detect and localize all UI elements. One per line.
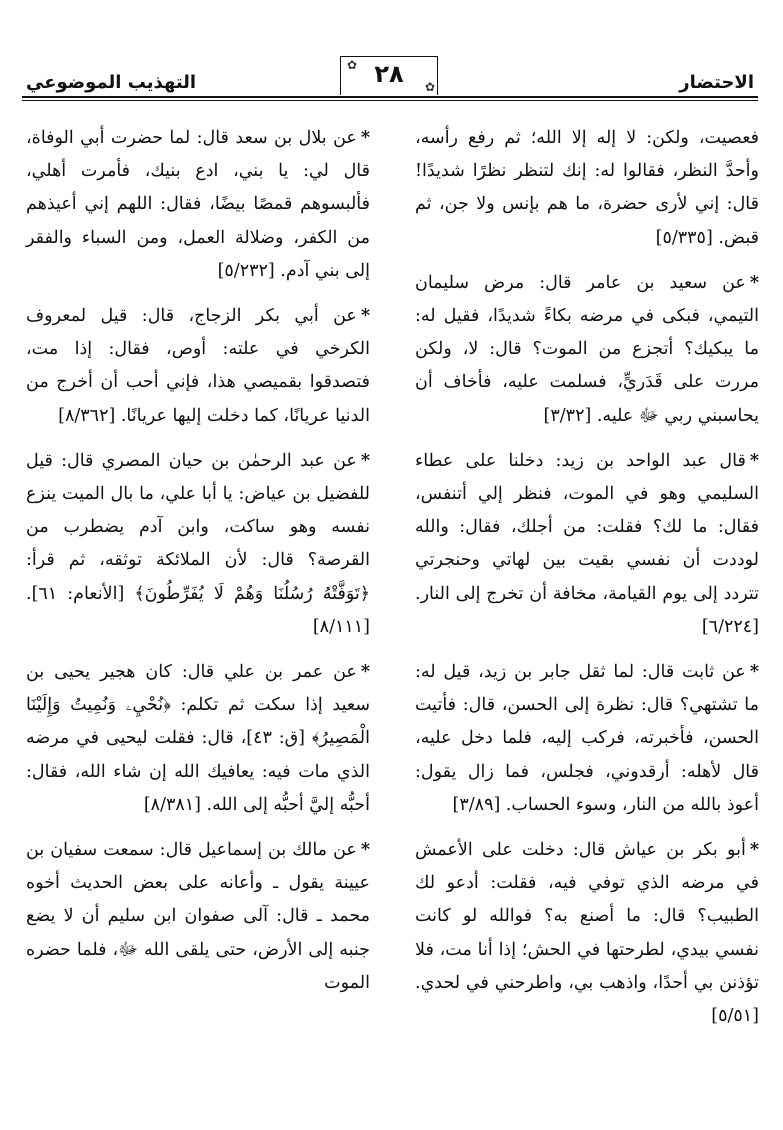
header-rule-thin: [22, 100, 758, 101]
narration-entry: [26, 445, 370, 644]
flourish-ornament-icon: ✿: [346, 58, 357, 72]
page-header: [22, 60, 758, 100]
narration-text: عن سعيد بن عامر قال: مرض سليمان التيمي، فبكى في مرضه بكاءً شديدًا، فقيل له: ما يبكيك؟ أتجزع من الموت؟ قال: لا، ولكن مررت على قَدَريٍّ، فسلمت عليه، فأخاف أن يحاسبني ربي ﷻ عليه. [٣/٣٢]: [415, 272, 759, 426]
asterisk-bullet-icon: *: [749, 272, 759, 293]
narration-text: عن عبد الرحمٰن بن حيان المصري قال: قيل للفضيل بن عياض: يا أبا علي، ما بال الميت ينزع نفسه وهو ساكت، وابن آدم يضطرب من القرصة؟ قال: لأن الملائكة توثقه، ثم قرأ: ﴿تَوَفَّتْهُ رُسُلُنَا وَهُمْ لَا يُفَرِّطُونَ﴾ [الأنعام: ٦١]. [٨/١١١]: [26, 450, 370, 637]
narration-entry: [415, 834, 759, 1033]
narration-entry: [415, 122, 759, 255]
right-column: [415, 122, 759, 1045]
narration-entry: [26, 834, 370, 1000]
narration-entry: [26, 656, 370, 822]
page-number-frame: [340, 56, 438, 95]
narration-text: عن أبي بكر الزجاج، قال: قيل لمعروف الكرخي في علته: أوص، فقال: إذا مت، فتصدقوا بقميصي هذا، فإني أحب أن أخرج من الدنيا عريانًا، كما دخلت إليها عريانًا. [٨/٣٦٢]: [26, 306, 370, 426]
narration-text: عن بلال بن سعد قال: لما حضرت أبي الوفاة، قال لي: يا بني، ادع بنيك، فأمرت أهلي، فألبسوهم قمصًا بيضًا، فقال: اللهم إني أعيذهم من الكفر، وضلالة العمل، ومن السباء والفقر إلى بني آدم. [٥/٢٣٢]: [26, 128, 370, 281]
asterisk-bullet-icon: *: [360, 662, 370, 683]
narration-entry: [415, 656, 759, 822]
narration-text: عن ثابت قال: لما ثقل جابر بن زيد، قيل له: ما تشتهي؟ قال: نظرة إلى الحسن، قال: فأتيت الحسن، فأخبرته، فركب إليه، فلما دخل عليه، قال لأهله: أرقدوني، فجلس، فما زال يقول: أعوذ بالله من النار، وسوء الحساب. [٣/٨٩]: [415, 662, 759, 815]
running-title-chapter: الاحتضار: [679, 72, 754, 93]
narration-entry: [26, 300, 370, 433]
header-rule: [22, 96, 758, 98]
narration-entry: [26, 122, 370, 288]
narration-text: قال عبد الواحد بن زيد: دخلنا على عطاء السليمي وهو في الموت، فنظر إلي أتنفس، فقال: ما لك؟ فقلت: من أجلك، فقال: والله لوددت أن نفسي بقيت بين لهاتي وحنجرتي تتردد إلى يوم القيامة، مخافة أن تخرج إلى النار. [٦/٢٢٤]: [415, 450, 759, 637]
asterisk-bullet-icon: *: [749, 450, 759, 471]
running-title-book: التهذيب الموضوعي: [26, 72, 197, 93]
asterisk-bullet-icon: *: [360, 306, 370, 327]
asterisk-bullet-icon: *: [749, 662, 759, 683]
narration-text: فعصيت، ولكن: لا إله إلا الله؛ ثم رفع رأسه، وأحدَّ النظر، فقالوا له: إنك لتنظر نظرًا شديدًا! قال: إني لأرى حضرة، ما هم بإنس ولا جن، ثم قبض. [٥/٣٣٥]: [415, 128, 759, 248]
page-number: ٢٨: [374, 60, 404, 88]
narration-entry: [415, 267, 759, 433]
left-column: [26, 122, 370, 1012]
narration-entry: [415, 445, 759, 644]
asterisk-bullet-icon: *: [360, 840, 370, 861]
asterisk-bullet-icon: *: [749, 840, 759, 861]
asterisk-bullet-icon: *: [360, 450, 370, 471]
narration-text: عن عمر بن علي قال: كان هجير يحيى بن سعيد إذا سكت ثم تكلم: ﴿نُحْيِۦ وَنُمِيتُ وَإِلَيْنَا الْمَصِيرُ﴾ [ق: ٤٣]، قال: فقلت ليحيى في مرضه الذي مات فيه: يعافيك الله إن شاء الله، فقال: أحبُّه إليَّ أحبُّه إلى الله. [٨/٣٨١]: [26, 662, 371, 815]
flourish-ornament-icon: ✿: [424, 80, 435, 94]
narration-text: عن مالك بن إسماعيل قال: سمعت سفيان بن عيينة يقول ـ وأعانه على بعض الحديث أخوه محمد ـ قال: آلى صفوان ابن سليم أن لا يضع جنبه إلى الأرض، حتى يلقى الله ﷻ، فلما حضره الموت: [26, 840, 370, 993]
asterisk-bullet-icon: *: [360, 128, 370, 148]
narration-text: أبو بكر بن عياش قال: دخلت على الأعمش في مرضه الذي توفي فيه، فقلت: أدعو لك الطبيب؟ قال: ما أصنع به؟ فوالله لو كانت نفسي بيدي، لطرحتها في الحش؛ إذا أنا مت، فلا تؤذنن بي أحدًا، واذهب بي، واطرحني في لحدي. [٥/٥١]: [415, 840, 759, 1027]
